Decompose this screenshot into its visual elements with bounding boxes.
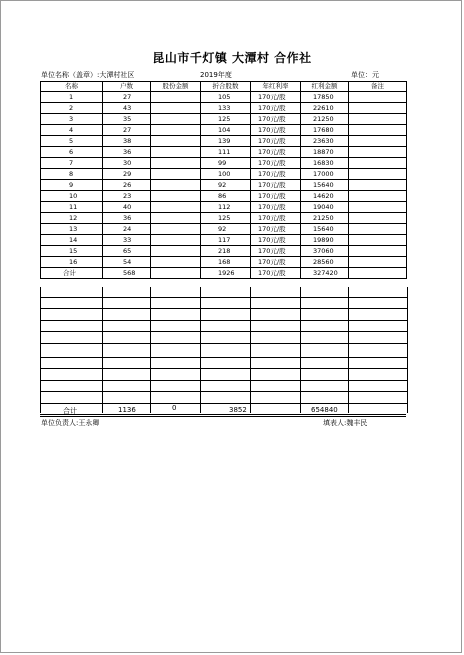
cell-share-amount <box>151 191 201 202</box>
table-row <box>41 257 407 268</box>
cell-dividend-amount: 21250 <box>301 114 349 125</box>
cell-households: 30 <box>103 158 151 169</box>
cell-dividend-amount: 37060 <box>301 246 349 257</box>
cell-remarks <box>349 224 407 235</box>
total-rule <box>40 414 406 415</box>
header-remarks: 备注 <box>349 82 407 92</box>
cell-converted-shares: 168 <box>201 257 251 268</box>
table-row <box>41 202 407 213</box>
cell-name: 4 <box>41 125 103 136</box>
cell-remarks <box>349 92 407 103</box>
cell-remarks <box>349 169 407 180</box>
responsible-person: 单位负责人:王永卿 <box>41 419 100 427</box>
cell-converted-shares: 125 <box>201 114 251 125</box>
table-row <box>41 246 407 257</box>
empty-rows-block <box>40 287 408 413</box>
grand-total-dividend: 654840 <box>311 406 338 414</box>
cell-name: 11 <box>41 202 103 213</box>
table-header-row <box>41 82 407 92</box>
grid-line <box>200 287 201 413</box>
table-row <box>41 224 407 235</box>
grid-line <box>102 287 103 413</box>
table-row <box>41 169 407 180</box>
cell-converted-shares: 117 <box>201 235 251 246</box>
cell-annual-rate: 170元/股 <box>251 114 301 125</box>
table-row <box>41 92 407 103</box>
cell-households: 36 <box>103 213 151 224</box>
total-rule <box>40 416 406 417</box>
cell-name: 2 <box>41 103 103 114</box>
grand-total-share-amount: 0 <box>172 404 177 412</box>
cell-name: 6 <box>41 147 103 158</box>
cell-annual-rate: 170元/股 <box>251 224 301 235</box>
cell-households: 29 <box>103 169 151 180</box>
cell-remarks <box>349 103 407 114</box>
cell-converted-shares: 1926 <box>201 268 251 279</box>
cell-converted-shares: 139 <box>201 136 251 147</box>
cell-name: 3 <box>41 114 103 125</box>
cell-annual-rate: 170元/股 <box>251 92 301 103</box>
cell-share-amount <box>151 180 201 191</box>
cell-converted-shares: 218 <box>201 246 251 257</box>
cell-name: 15 <box>41 246 103 257</box>
cell-dividend-amount: 17850 <box>301 92 349 103</box>
cell-households: 54 <box>103 257 151 268</box>
cell-annual-rate: 170元/股 <box>251 213 301 224</box>
cell-share-amount <box>151 125 201 136</box>
cell-remarks <box>349 191 407 202</box>
grid-line <box>150 287 151 413</box>
cell-annual-rate: 170元/股 <box>251 158 301 169</box>
grid-line <box>348 287 349 413</box>
cell-annual-rate: 170元/股 <box>251 202 301 213</box>
table-row <box>41 147 407 158</box>
grid-line <box>41 331 407 332</box>
cell-remarks <box>349 114 407 125</box>
cell-remarks <box>349 147 407 158</box>
cell-share-amount <box>151 224 201 235</box>
grand-total-shares: 3852 <box>229 406 247 414</box>
cell-dividend-amount: 17000 <box>301 169 349 180</box>
cell-converted-shares: 92 <box>201 224 251 235</box>
table-row <box>41 235 407 246</box>
cell-remarks <box>349 125 407 136</box>
cell-name: 12 <box>41 213 103 224</box>
cell-name: 9 <box>41 180 103 191</box>
cell-share-amount <box>151 268 201 279</box>
cell-name: 8 <box>41 169 103 180</box>
cell-dividend-amount: 16830 <box>301 158 349 169</box>
cell-households: 23 <box>103 191 151 202</box>
cell-share-amount <box>151 169 201 180</box>
cell-share-amount <box>151 158 201 169</box>
cell-households: 40 <box>103 202 151 213</box>
cell-share-amount <box>151 213 201 224</box>
cell-remarks <box>349 202 407 213</box>
table-row <box>41 114 407 125</box>
cell-annual-rate: 170元/股 <box>251 125 301 136</box>
cell-dividend-amount: 18870 <box>301 147 349 158</box>
table-row <box>41 191 407 202</box>
cell-converted-shares: 111 <box>201 147 251 158</box>
header-dividend-amount: 红利金额 <box>301 82 349 92</box>
grand-total-label: 合计 <box>63 407 77 415</box>
cell-dividend-amount: 19040 <box>301 202 349 213</box>
cell-remarks <box>349 158 407 169</box>
header-annual-rate: 年红利率 <box>251 82 301 92</box>
cell-converted-shares: 92 <box>201 180 251 191</box>
cell-name: 合计 <box>41 268 103 279</box>
grid-line <box>41 343 407 344</box>
cell-dividend-amount: 327420 <box>301 268 349 279</box>
subtotal-row <box>41 268 407 279</box>
cell-households: 24 <box>103 224 151 235</box>
header-households: 户数 <box>103 82 151 92</box>
cell-dividend-amount: 15640 <box>301 180 349 191</box>
header-share-amount: 股份金额 <box>151 82 201 92</box>
table-row <box>41 158 407 169</box>
cell-converted-shares: 133 <box>201 103 251 114</box>
table-row <box>41 136 407 147</box>
cell-name: 10 <box>41 191 103 202</box>
header-name: 名称 <box>41 82 103 92</box>
cell-share-amount <box>151 114 201 125</box>
cell-share-amount <box>151 202 201 213</box>
table-row <box>41 103 407 114</box>
cell-households: 27 <box>103 125 151 136</box>
cell-share-amount <box>151 147 201 158</box>
dividend-table <box>40 81 407 279</box>
cell-share-amount <box>151 257 201 268</box>
cell-households: 43 <box>103 103 151 114</box>
document-title: 昆山市千灯镇 大潭村 合作社 <box>152 51 312 65</box>
cell-share-amount <box>151 246 201 257</box>
cell-dividend-amount: 21250 <box>301 213 349 224</box>
cell-converted-shares: 86 <box>201 191 251 202</box>
cell-annual-rate: 170元/股 <box>251 180 301 191</box>
currency-unit: 单位：元 <box>351 71 379 79</box>
cell-converted-shares: 100 <box>201 169 251 180</box>
cell-converted-shares: 125 <box>201 213 251 224</box>
cell-annual-rate: 170元/股 <box>251 235 301 246</box>
cell-dividend-amount: 22610 <box>301 103 349 114</box>
grid-line <box>41 403 407 404</box>
cell-converted-shares: 104 <box>201 125 251 136</box>
cell-remarks <box>349 268 407 279</box>
grid-line <box>41 297 407 298</box>
cell-households: 33 <box>103 235 151 246</box>
table-row <box>41 125 407 136</box>
cell-households: 36 <box>103 147 151 158</box>
table-row <box>41 213 407 224</box>
header-converted-shares: 折合股数 <box>201 82 251 92</box>
cell-share-amount <box>151 235 201 246</box>
cell-dividend-amount: 28560 <box>301 257 349 268</box>
report-year: 2019年度 <box>200 71 232 79</box>
cell-remarks <box>349 257 407 268</box>
form-filler: 填表人:魏丰民 <box>323 419 368 427</box>
cell-share-amount <box>151 103 201 114</box>
grid-line <box>41 391 407 392</box>
cell-remarks <box>349 136 407 147</box>
table-body <box>41 92 407 279</box>
cell-share-amount <box>151 136 201 147</box>
cell-converted-shares: 105 <box>201 92 251 103</box>
cell-converted-shares: 112 <box>201 202 251 213</box>
cell-households: 35 <box>103 114 151 125</box>
grid-line <box>41 357 407 358</box>
grid-line <box>300 287 301 413</box>
cell-name: 16 <box>41 257 103 268</box>
cell-annual-rate: 170元/股 <box>251 191 301 202</box>
grid-line <box>41 308 407 309</box>
cell-households: 568 <box>103 268 151 279</box>
cell-name: 5 <box>41 136 103 147</box>
cell-name: 13 <box>41 224 103 235</box>
cell-annual-rate: 170元/股 <box>251 147 301 158</box>
cell-dividend-amount: 19890 <box>301 235 349 246</box>
cell-annual-rate: 170元/股 <box>251 268 301 279</box>
grand-total-households: 1136 <box>118 406 136 414</box>
cell-households: 27 <box>103 92 151 103</box>
grid-line <box>41 368 407 369</box>
grid-line <box>41 380 407 381</box>
cell-name: 14 <box>41 235 103 246</box>
unit-name-line: 单位名称（盖章）:大潭村社区 <box>41 71 135 79</box>
cell-annual-rate: 170元/股 <box>251 257 301 268</box>
cell-remarks <box>349 213 407 224</box>
cell-remarks <box>349 235 407 246</box>
cell-share-amount <box>151 92 201 103</box>
cell-name: 1 <box>41 92 103 103</box>
cell-households: 26 <box>103 180 151 191</box>
grid-line <box>250 287 251 413</box>
cell-annual-rate: 170元/股 <box>251 246 301 257</box>
cell-households: 38 <box>103 136 151 147</box>
cell-remarks <box>349 246 407 257</box>
cell-dividend-amount: 17680 <box>301 125 349 136</box>
cell-dividend-amount: 23630 <box>301 136 349 147</box>
cell-name: 7 <box>41 158 103 169</box>
cell-converted-shares: 99 <box>201 158 251 169</box>
cell-annual-rate: 170元/股 <box>251 136 301 147</box>
cell-dividend-amount: 14620 <box>301 191 349 202</box>
cell-dividend-amount: 15640 <box>301 224 349 235</box>
cell-households: 65 <box>103 246 151 257</box>
cell-remarks <box>349 180 407 191</box>
table-row <box>41 180 407 191</box>
cell-annual-rate: 170元/股 <box>251 103 301 114</box>
grid-line <box>41 320 407 321</box>
cell-annual-rate: 170元/股 <box>251 169 301 180</box>
